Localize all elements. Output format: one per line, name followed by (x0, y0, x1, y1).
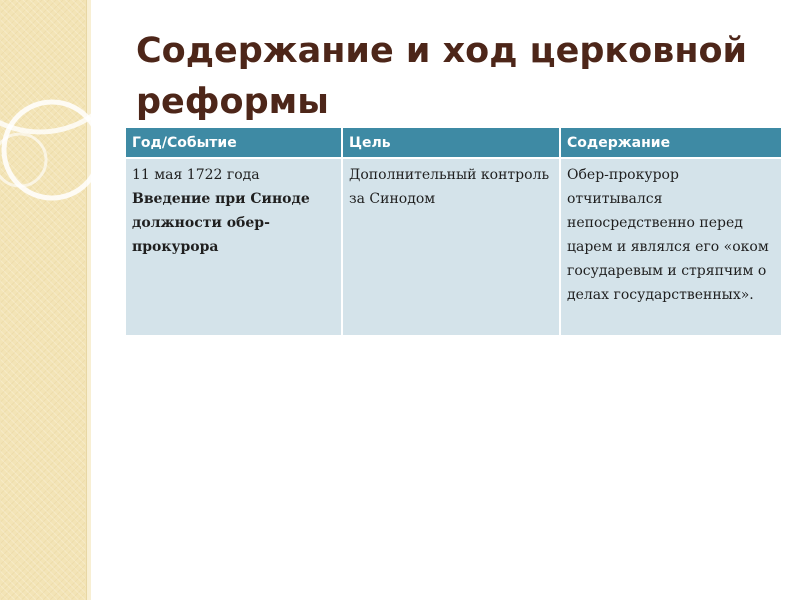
table-row (126, 158, 781, 335)
header-content: Содержание (560, 128, 781, 158)
cell-content: Обер-прокурор отчитывался непосредственно перед царем и являлся его «оком государевым и стряпчим о делах государственных». (560, 158, 781, 335)
cell-goal: Дополнительный контроль за Синодом (342, 158, 560, 335)
event-title: Введение при Синоде должности обер-прокурора (132, 191, 310, 255)
table-header-row (126, 128, 781, 158)
decorative-side-band (0, 0, 86, 600)
slide-title: Содержание и ход церковной реформы (136, 31, 748, 122)
header-year-event: Год/Событие (126, 128, 342, 158)
event-date: 11 мая 1722 года (132, 167, 260, 183)
reform-table-container (126, 128, 781, 335)
reform-table (126, 128, 781, 335)
cell-year-event (126, 158, 342, 335)
side-band-edge (86, 0, 91, 600)
header-goal: Цель (342, 128, 560, 158)
